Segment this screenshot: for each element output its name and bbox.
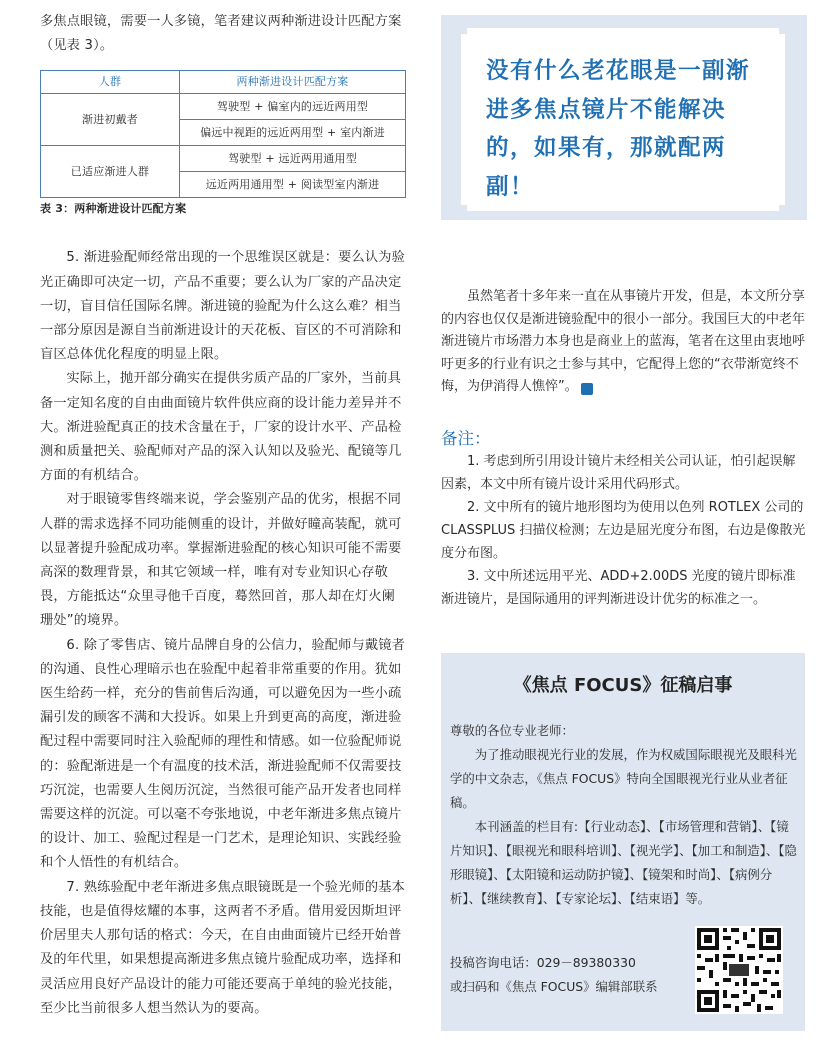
table-group-cell: 已适应渐进人群	[41, 146, 180, 198]
table-plan-cell: 驾驶型 + 远近两用通用型	[180, 146, 406, 172]
table-header-row	[41, 71, 406, 94]
call-title: 《焦点 FOCUS》征稿启事	[513, 675, 733, 696]
corner-notch	[779, 22, 791, 34]
corner-notch	[779, 205, 791, 217]
left-body	[40, 246, 408, 1021]
corner-notch	[455, 22, 467, 34]
table-group-cell: 渐进初戴者	[41, 94, 180, 146]
qr-code-icon	[695, 926, 783, 1014]
note-item: 3. 文中所述远用平光、ADD+2.00DS 光度的镜片即标准渐进镜片，是国际通用的评判渐进设计优劣的标准之一。	[441, 569, 796, 607]
qr-code-image	[695, 926, 783, 1014]
closing-paragraph: 虽然笔者十多年来一直在从事镜片开发，但是，本文所分享的内容也仅仅是渐进镜验配中的很小一部分。我国巨大的中老年渐进镜片市场潜力本身也是商业上的蓝海，笔者在这里由衷地呼吁更多的行业有识之士参与其中，它配得上您的“衣带渐宽终不悔，为伊消得人憔悴”。	[441, 289, 806, 394]
pull-quote-text: 没有什么老花眼是一副渐进多焦点镜片不能解决的，如果有，那就配两副！	[486, 58, 751, 200]
corner-notch	[455, 205, 467, 217]
call-paragraph-2: 本刊涵盖的栏目有:【行业动态】、【市场管理和营销】、【镜片知识】、【眼视光和眼科培训】、【视光学】、【加工和制造】、【隐形眼镜】、【太阳镜和运动防护镜】、【镜架和时尚】、【病例分析】、【继续教育】、【专家论坛】、【结束语】等。	[450, 819, 797, 906]
paragraph-5: 5. 渐进验配师经常出现的一个思维误区就是：要么认为验光正确即可决定一切，产品不重要；要么认为厂家的产品决定一切，盲目信任国际名牌。渐进镜的验配为什么这么难？相当一部分原因是源自当前渐进设计的天花板、盲区的不可消除和盲区总体优化程度的明显上限。	[40, 250, 406, 363]
call-for-papers-box	[441, 653, 805, 1031]
paragraph-5-cont-1: 实际上，抛开部分确实在提供劣质产品的厂家外，当前具备一定知名度的自由曲面镜片软件供应商的设计能力差异并不大。渐进验配真正的技术含量在于，厂家的设计水平、产品检测和质量把关、验配师对产品的深入认知以及验光、配镜等几方面的有机结合。	[40, 371, 402, 484]
paragraph-7: 7. 熟练验配中老年渐进多焦点眼镜既是一个验光师的基本技能，也是值得炫耀的本事，这两者不矛盾。借用爱因斯坦评价居里夫人那句话的格式：今天，在自由曲面镜片已经开始普及的年代里，如果想提高渐进多焦点镜片验配成功率，选择和灵活应用良好产品设计的能力可能还要高于单纯的验光技能，至少比当前很多人想当然认为的要高。	[40, 879, 406, 1016]
end-mark-icon: ↗	[581, 383, 593, 395]
table-plan-cell: 远近两用通用型 + 阅读型室内渐进	[180, 172, 406, 198]
left-column	[40, 10, 408, 1021]
pull-quote-card	[461, 28, 785, 211]
plan-table	[40, 70, 406, 198]
call-paragraph-1: 为了推动眼视光行业的发展，作为权威国际眼视光及眼科光学的中文杂志，《焦点 FOCUS》特向全国眼视光行业从业者征稿。	[450, 747, 797, 810]
paragraph-5-cont-2: 对于眼镜零售终端来说，学会鉴别产品的优劣，根据不同人群的需求选择不同功能侧重的设计，并做好瞳高装配，就可以显著提升验配成功率。掌握渐进验配的核心知识可能不需要高深的数理背景，和其它领域一样，唯有对专业知识心存敬畏，方能抵达“众里寻他千百度，蓦然回首，那人却在灯火阑珊处”的境界。	[40, 492, 402, 629]
right-paragraph-block	[441, 286, 807, 399]
contact-phone: 投稿咨询电话：029－89380330	[450, 955, 636, 970]
intro-paragraph: 多焦点眼镜，需要一人多镜，笔者建议两种渐进设计匹配方案（见表 3）。	[40, 14, 402, 54]
note-item: 1. 考虑到所引用设计镜片未经相关公司认证，怕引起误解因素，本文中所有镜片设计采用代码形式。	[441, 454, 796, 492]
table-header-group: 人群	[41, 71, 180, 94]
call-body	[450, 719, 798, 911]
call-salutation: 尊敬的各位专业老师：	[450, 723, 574, 738]
table-plan-cell: 偏远中视距的远近两用型 + 室内渐进	[180, 120, 406, 146]
table-plan-cell: 驾驶型 + 偏室内的远近两用型	[180, 94, 406, 120]
note-item: 2. 文中所有的镜片地形图均为使用以色列 ROTLEX 公司的 CLASSPLUS 扫描仪检测；左边是屈光度分布图，右边是像散光度分布图。	[441, 500, 806, 561]
pull-quote-box	[441, 15, 807, 220]
paragraph-6: 6. 除了零售店、镜片品牌自身的公信力，验配师与戴镜者的沟通、良性心理暗示也在验配中起着非常重要的作用。犹如医生给药一样，充分的售前售后沟通，可以避免因为一些小疏漏引发的顾客不满和大投诉。如果上升到更高的高度，渐进验配过程中需要同时注入验配师的理性和情感。如一位验配师说的：验配渐进是一个有温度的技术活，渐进验配师不仅需要技巧沉淀，也需要人生阅历沉淀，当然很可能产品开发者也同样需要这样的沉淀。可以毫不夸张地说，中老年渐进多焦点镜片的设计、加工、验配过程是一门艺术，是理论知识、实践经验和个人悟性的有机结合。	[40, 637, 406, 871]
notes-heading: 备注：	[441, 429, 491, 448]
contact-scan: 或扫码和《焦点 FOCUS》编辑部联系	[450, 979, 658, 994]
notes-list	[441, 450, 807, 611]
call-contact	[450, 951, 690, 999]
table-row	[41, 146, 406, 172]
table-caption: 表 3：两种渐进设计匹配方案	[40, 202, 187, 216]
table-row	[41, 94, 406, 120]
table-header-plan: 两种渐进设计匹配方案	[180, 71, 406, 94]
